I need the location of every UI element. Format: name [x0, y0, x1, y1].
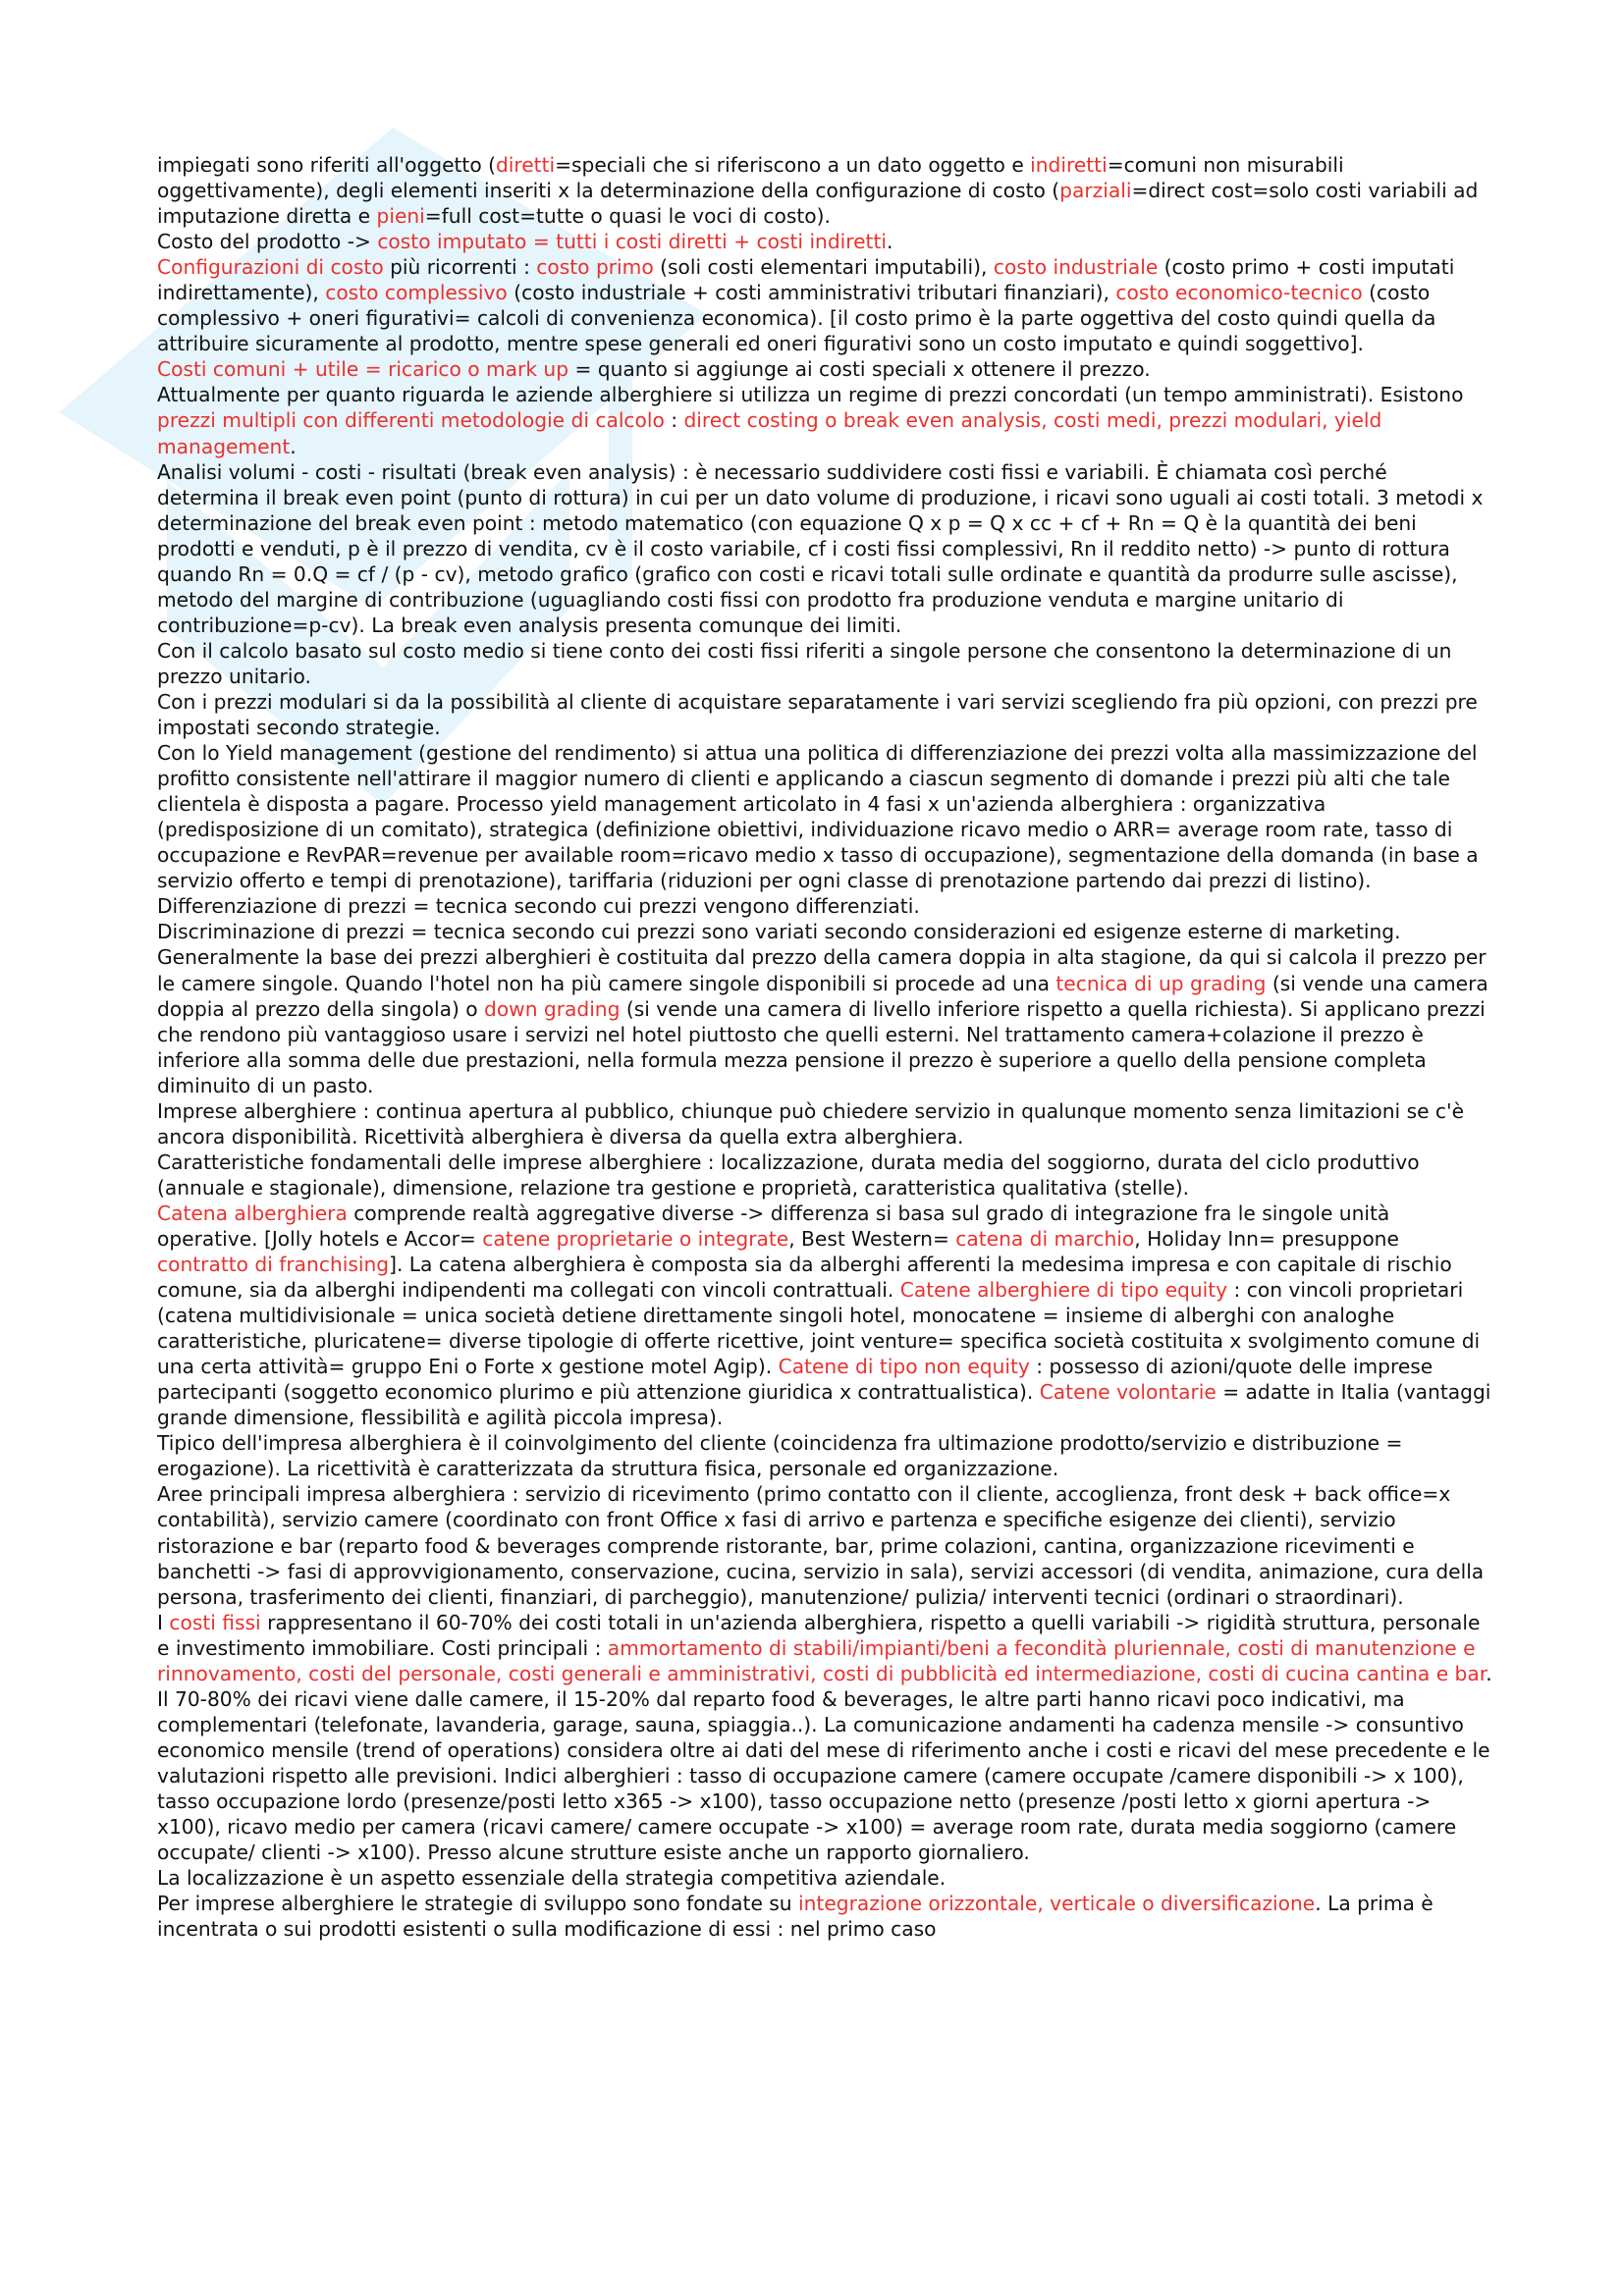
paragraph [157, 1865, 1492, 1891]
text-segment: . La prima è incentrata o sui prodotti esistenti o sulla modificazione di essi : nel primo caso [157, 1892, 1434, 1942]
highlighted-term: Configurazioni di costo [157, 255, 384, 280]
text-segment: =speciali che si riferiscono a un dato oggetto e [555, 153, 1031, 177]
text-segment: Imprese alberghiere : continua apertura al pubblico, chiunque può chiedere servizio in qualunque momento senza limitazioni se c'è ancora disponibilità. Ricettività alberghiera è diversa da quella extra alberghiera. [157, 1098, 1465, 1148]
paragraph [157, 944, 1492, 1097]
text-segment: . [887, 230, 893, 254]
paragraph [157, 1481, 1492, 1609]
highlighted-term: costo primo [536, 255, 654, 280]
text-segment: Discriminazione di prezzi = tecnica secondo cui prezzi sono variati secondo considerazioni ed esigenze esterne di marketing. [157, 920, 1401, 944]
paragraph [157, 1149, 1492, 1201]
highlighted-term: tecnica di up grading [1055, 971, 1267, 995]
text-segment: Caratteristiche fondamentali delle imprese alberghiere : localizzazione, durata media del soggiorno, durata del ciclo produttivo (annuale e stagionale), dimensione, relazione tra gestione e proprietà, caratteristica qualitativa (stelle). [157, 1149, 1420, 1200]
highlighted-term: diretti [495, 153, 556, 177]
highlighted-term: Catene alberghiere di tipo equity [899, 1278, 1228, 1303]
text-segment: Aree principali impresa alberghiera : servizio di ricevimento (primo contatto con il cliente, accoglienza, front desk + back office=x contabilità), servizio camere (coordinato con front Office x fasi di arrivo e partenza e specifiche esigenze dei clienti), servizio ristorazione e bar (reparto food & beverages comprende ristorante, bar, prime colazioni, cantina, organizzazione ricevimenti e banchetti -> fasi di approvvigionamento, conservazione, cucina, servizio in sala), servizi accessori (di vendita, animazione, cura della persona, trasferimento dei clienti, finanziari, di parcheggio), manutenzione/ pulizia/ interventi tecnici (ordinari o straordinari). [157, 1482, 1485, 1609]
text-segment: = quanto si aggiunge ai costi speciali x ottenere il prezzo. [568, 357, 1151, 382]
text-segment: = adatte in Italia (vantaggi grande dimensione, flessibilità e agilità piccola impresa). [157, 1380, 1491, 1430]
text-segment: Con lo Yield management (gestione del rendimento) si attua una politica di differenziazione dei prezzi volta alla massimizzazione del profitto consistente nell'attirare il maggior numero di clienti e applicando a ciascun segmento di domande i prezzi più alti che tale clientela è disposta a pagare. Processo yield management articolato in 4 fasi x un'azienda alberghiera : organizzativa (predisposizione di un comitato), strategica (definizione obiettivi, individuazione ricavo medio o ARR= average room rate, tasso di occupazione e RevPAR=revenue per available room=ricavo medio x tasso di occupazione), segmentazione della domanda (in base a servizio offerto e tempi di prenotazione), tariffaria (riduzioni per ogni classe di prenotazione partendo dai prezzi di listino). [157, 741, 1479, 893]
highlighted-term: indiretti [1030, 153, 1108, 177]
document-body [157, 152, 1492, 1942]
text-segment: =full cost=tutte o quasi le voci di costo). [424, 204, 831, 229]
text-segment: Costo del prodotto -> [157, 230, 378, 254]
highlighted-term: costo complessivo [325, 281, 508, 305]
paragraph [157, 1891, 1492, 1942]
highlighted-term: integrazione orizzontale, verticale o diversificazione [798, 1892, 1316, 1916]
highlighted-term: catene proprietarie o integrate [482, 1226, 789, 1251]
text-segment: ]. La catena alberghiera è composta sia da alberghi afferenti la medesima impresa e con capitale di rischio comune, sia da alberghi indipendenti ma collegati con vincoli contrattuali. [157, 1253, 1452, 1303]
text-segment: Il 70-80% dei ricavi viene dalle camere, il 15-20% dal reparto food & beverages, le altre parti hanno ricavi poco indicativi, ma complementari (telefonate, lavanderia, garage, sauna, spiaggia..). La comunicazione andamenti ha cadenza mensile -> consuntivo economico mensile (trend of operations) considera oltre ai dati del mese di riferimento anche i costi e ricavi del mese precedente e le valutazioni rispetto alle previsioni. Indici alberghieri : tasso di occupazione camere (camere occupate /camere disponibili -> x 100), tasso occupazione lordo (presenze/posti letto x365 -> x100), tasso occupazione netto (presenze /posti letto x giorni apertura -> x100), ricavo medio per camera (ricavi camere/ camere occupate -> x100) = average room rate, durata media soggiorno (camere occupate/ clienti -> x100). Presso alcune strutture esiste anche un rapporto giornaliero. [157, 1686, 1490, 1865]
paragraph [157, 638, 1492, 689]
text-segment: (costo complessivo + oneri figurativi= calcoli di convenienza economica). [il costo primo è la parte oggettiva del costo quindi quella da attribuire sicuramente al prodotto, mentre spese generali ed oneri figurativi sono un costo imputato e quindi soggettivo]. [157, 281, 1436, 356]
text-segment: La localizzazione è un aspetto essenziale della strategia competitiva aziendale. [157, 1866, 947, 1891]
text-segment: =comuni non misurabili oggettivamente), degli elementi inseriti x la determinazione della configurazione di costo ( [157, 153, 1344, 203]
highlighted-term: costo imputato = tutti i costi diretti + costi indiretti [377, 230, 887, 254]
text-segment: Analisi volumi - costi - risultati (break even analysis) : è necessario suddividere costi fissi e variabili. È chiamata così perché determina il break even point (punto di rottura) in cui per un dato volume di produzione, i ricavi sono uguali ai costi totali. 3 metodi x determinazione del break even point : metodo matematico (con equazione Q x p = Q x cc + cf + Rn = Q è la quantità dei beni prodotti e venduti, p è il prezzo di vendita, cv è il costo variabile, cf i costi fissi complessivi, Rn il reddito netto) -> punto di rottura quando Rn = 0.Q = cf / (p - cv), metodo grafico (grafico con costi e ricavi totali sulle ordinate e quantità da produrre sulle ascisse), metodo del margine di contribuzione (uguagliando costi fissi con prodotto fra produzione venduta e margine unitario di contribuzione=p-cv). La break even analysis presenta comunque dei limiti. [157, 459, 1484, 637]
text-segment: (si vende una camera doppia al prezzo della singola) o [157, 971, 1488, 1021]
paragraph [157, 740, 1492, 893]
text-segment: =direct cost=solo costi variabili ad imputazione diretta e [157, 179, 1479, 229]
paragraph [157, 229, 1492, 254]
text-segment: : possesso di azioni/quote delle imprese partecipanti (soggetto economico plurimo e più attenzione giuridica x contrattualistica). [157, 1355, 1434, 1405]
paragraph [157, 152, 1492, 229]
text-segment: : [664, 408, 684, 433]
text-segment: Tipico dell'impresa alberghiera è il coinvolgimento del cliente (coincidenza fra ultimazione prodotto/servizio e distribuzione = erogazione). La ricettività è caratterizzata da struttura fisica, personale ed organizzazione. [157, 1431, 1403, 1481]
highlighted-term: down grading [484, 996, 621, 1021]
highlighted-term: catena di marchio [955, 1226, 1135, 1251]
text-segment: (costo primo + costi imputati indirettamente), [157, 255, 1455, 305]
text-segment: (costo industriale + costi amministrativi tributari finanziari), [507, 281, 1116, 305]
text-segment: (soli costi elementari imputabili), [653, 255, 994, 280]
paragraph [157, 919, 1492, 944]
paragraph [157, 1098, 1492, 1149]
highlighted-term: direct costing o break even analysis, costi medi, prezzi modulari, yield management [157, 408, 1382, 458]
paragraph [157, 254, 1492, 356]
highlighted-term: Catene volontarie [1039, 1380, 1217, 1405]
text-segment: : con vincoli proprietari (catena multidivisionale = unica società detiene direttamente singoli hotel, monocatene = insieme di alberghi con analoghe caratteristiche, pluricatene= diverse tipologie di offerte ricettive, joint venture= specifica società costituita x svolgimento comune di una certa attività= gruppo Eni o Forte x gestione motel Agip). [157, 1278, 1481, 1379]
paragraph [157, 1610, 1492, 1686]
text-segment: Con il calcolo basato sul costo medio si tiene conto dei costi fissi riferiti a singole persone che consentono la determinazione di un prezzo unitario. [157, 638, 1452, 688]
paragraph [157, 1430, 1492, 1481]
text-segment: (si vende una camera di livello inferiore rispetto a quella richiesta). Si applicano prezzi che rendono più vantaggioso usare i servizi nel hotel piuttosto che quelli esterni. Nel trattamento camera+colazione il prezzo è inferiore alla somma delle due prestazioni, nella formula mezza pensione il prezzo è superiore a quello della pensione completa diminuito di un pasto. [157, 996, 1486, 1097]
text-segment: . [1486, 1661, 1492, 1685]
highlighted-term: Catena alberghiera [157, 1201, 348, 1225]
highlighted-term: ammortamento di stabili/impianti/beni a fecondità pluriennale, costi di manutenzione e rinnovamento, costi del personale, costi generali e amministrativi, costi di pubblicità ed intermediazione, costi di cucina cantina e bar [157, 1635, 1487, 1685]
text-segment: Attualmente per quanto riguarda le aziende alberghiere si utilizza un regime di prezzi concordati (un tempo amministrati). Esistono [157, 383, 1464, 407]
text-segment: , Best Western= [788, 1226, 956, 1251]
text-segment: più ricorrenti : [383, 255, 537, 280]
paragraph [157, 382, 1492, 458]
text-segment: Per imprese alberghiere le strategie di sviluppo sono fondate su [157, 1892, 799, 1916]
text-segment: rappresentano il 60-70% dei costi totali in un'azienda alberghiera, rispetto a quelli variabili -> rigidità struttura, personale e investimento immobiliare. Costi principali : [157, 1610, 1481, 1660]
highlighted-term: costi fissi [169, 1610, 261, 1634]
highlighted-term: prezzi multipli con differenti metodologie di calcolo [157, 408, 665, 433]
paragraph [157, 689, 1492, 740]
highlighted-term: Catene di tipo non equity [778, 1355, 1030, 1379]
text-segment: I [157, 1610, 170, 1634]
highlighted-term: pieni [376, 204, 425, 229]
highlighted-term: parziali [1059, 179, 1132, 203]
paragraph [157, 459, 1492, 638]
paragraph [157, 356, 1492, 382]
text-segment: . [290, 434, 297, 458]
highlighted-term: contratto di franchising [157, 1253, 390, 1277]
paragraph [157, 893, 1492, 919]
highlighted-term: Costi comuni + utile = ricarico o mark up [157, 357, 569, 382]
text-segment: Con i prezzi modulari si da la possibilità al cliente di acquistare separatamente i vari servizi scegliendo fra più opzioni, con prezzi pre impostati secondo strategie. [157, 689, 1478, 740]
paragraph [157, 1686, 1492, 1865]
highlighted-term: costo economico-tecnico [1115, 281, 1363, 305]
text-segment: , Holiday Inn= presuppone [1134, 1226, 1399, 1251]
text-segment: Generalmente la base dei prezzi alberghieri è costituita dal prezzo della camera doppia in alta stagione, da qui si calcola il prezzo per le camere singole. Quando l'hotel non ha più camere singole disponibili si procede ad una [157, 945, 1487, 995]
paragraph [157, 1201, 1492, 1430]
text-segment: impiegati sono riferiti all'oggetto ( [157, 153, 496, 177]
text-segment: Differenziazione di prezzi = tecnica secondo cui prezzi vengono differenziati. [157, 894, 920, 919]
highlighted-term: costo industriale [993, 255, 1159, 280]
text-segment: comprende realtà aggregative diverse -> differenza si basa sul grado di integrazione fra le singole unità operative. [Jolly hotels e Accor= [157, 1201, 1390, 1251]
